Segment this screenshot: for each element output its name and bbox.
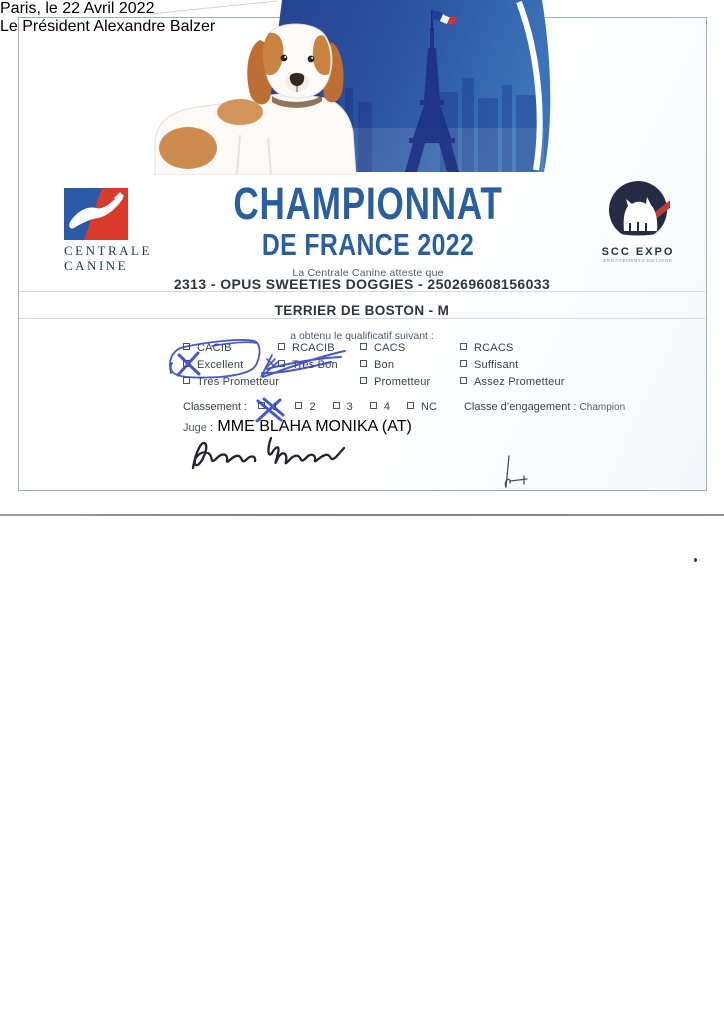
- attestation-line: La Centrale Canine atteste que: [292, 267, 444, 279]
- classement-2: 2: [295, 401, 315, 413]
- qualifier-cacs: CACS: [360, 342, 405, 354]
- classe-engagement-label: Classe d’engagement :: [463, 401, 577, 413]
- qualifier-tres-prometteur: Très Prometteur: [183, 376, 279, 388]
- classe-engagement-value: Champion: [579, 402, 626, 413]
- qualifier-assez-prometteur: Assez Prometteur: [460, 376, 565, 388]
- cc-line2: CANINE: [64, 257, 129, 273]
- cc-line1: CENTRALE: [64, 243, 152, 258]
- page-fold-line: [0, 514, 724, 516]
- scc-expo-wordmark: SCC EXPO: [601, 246, 675, 258]
- certificate-subtitle: DE FRANCE 2022: [261, 227, 475, 262]
- breed-line: TERRIER DE BOSTON - M: [274, 303, 450, 318]
- scc-expo-tagline: ENGAGEMENTS EN LIGNE: [603, 258, 673, 263]
- classement-nc: NC: [407, 401, 437, 413]
- classement-label: Classement :: [183, 401, 248, 413]
- judge-name: MME BLAHA MONIKA (AT): [217, 418, 412, 435]
- qualifier-tres-bon: Très Bon: [278, 359, 338, 371]
- judge-label: Juge :: [183, 422, 213, 434]
- judge-signature: [193, 438, 344, 468]
- president-signature: [505, 456, 527, 487]
- place-date: Paris, le 22 Avril 2022: [0, 0, 155, 17]
- certificate-title: CHAMPIONNAT: [233, 178, 503, 229]
- qualifier-prometteur: Prometteur: [360, 376, 430, 388]
- qualifier-rcacib: RCACIB: [278, 342, 335, 354]
- qualifier-bon: Bon: [360, 359, 394, 371]
- qualifier-rcacs: RCACS: [460, 342, 514, 354]
- qualifier-excellent: Excellent: [183, 359, 243, 371]
- qualifier-cacib: CACIB: [183, 342, 232, 354]
- qualifier-suffisant: Suffisant: [460, 359, 518, 371]
- scan-speck: [694, 558, 697, 562]
- dog-id-line: 2313 - OPUS SWEETIES DOGGIES - 250269608156033: [173, 276, 551, 292]
- qualifier-intro: a obtenu le qualificatif suivant :: [290, 330, 434, 342]
- classement-4: 4: [370, 401, 390, 413]
- president-line: Le Président Alexandre Balzer: [0, 18, 216, 35]
- classement-3: 3: [333, 401, 353, 413]
- classement-1: 1: [258, 401, 278, 413]
